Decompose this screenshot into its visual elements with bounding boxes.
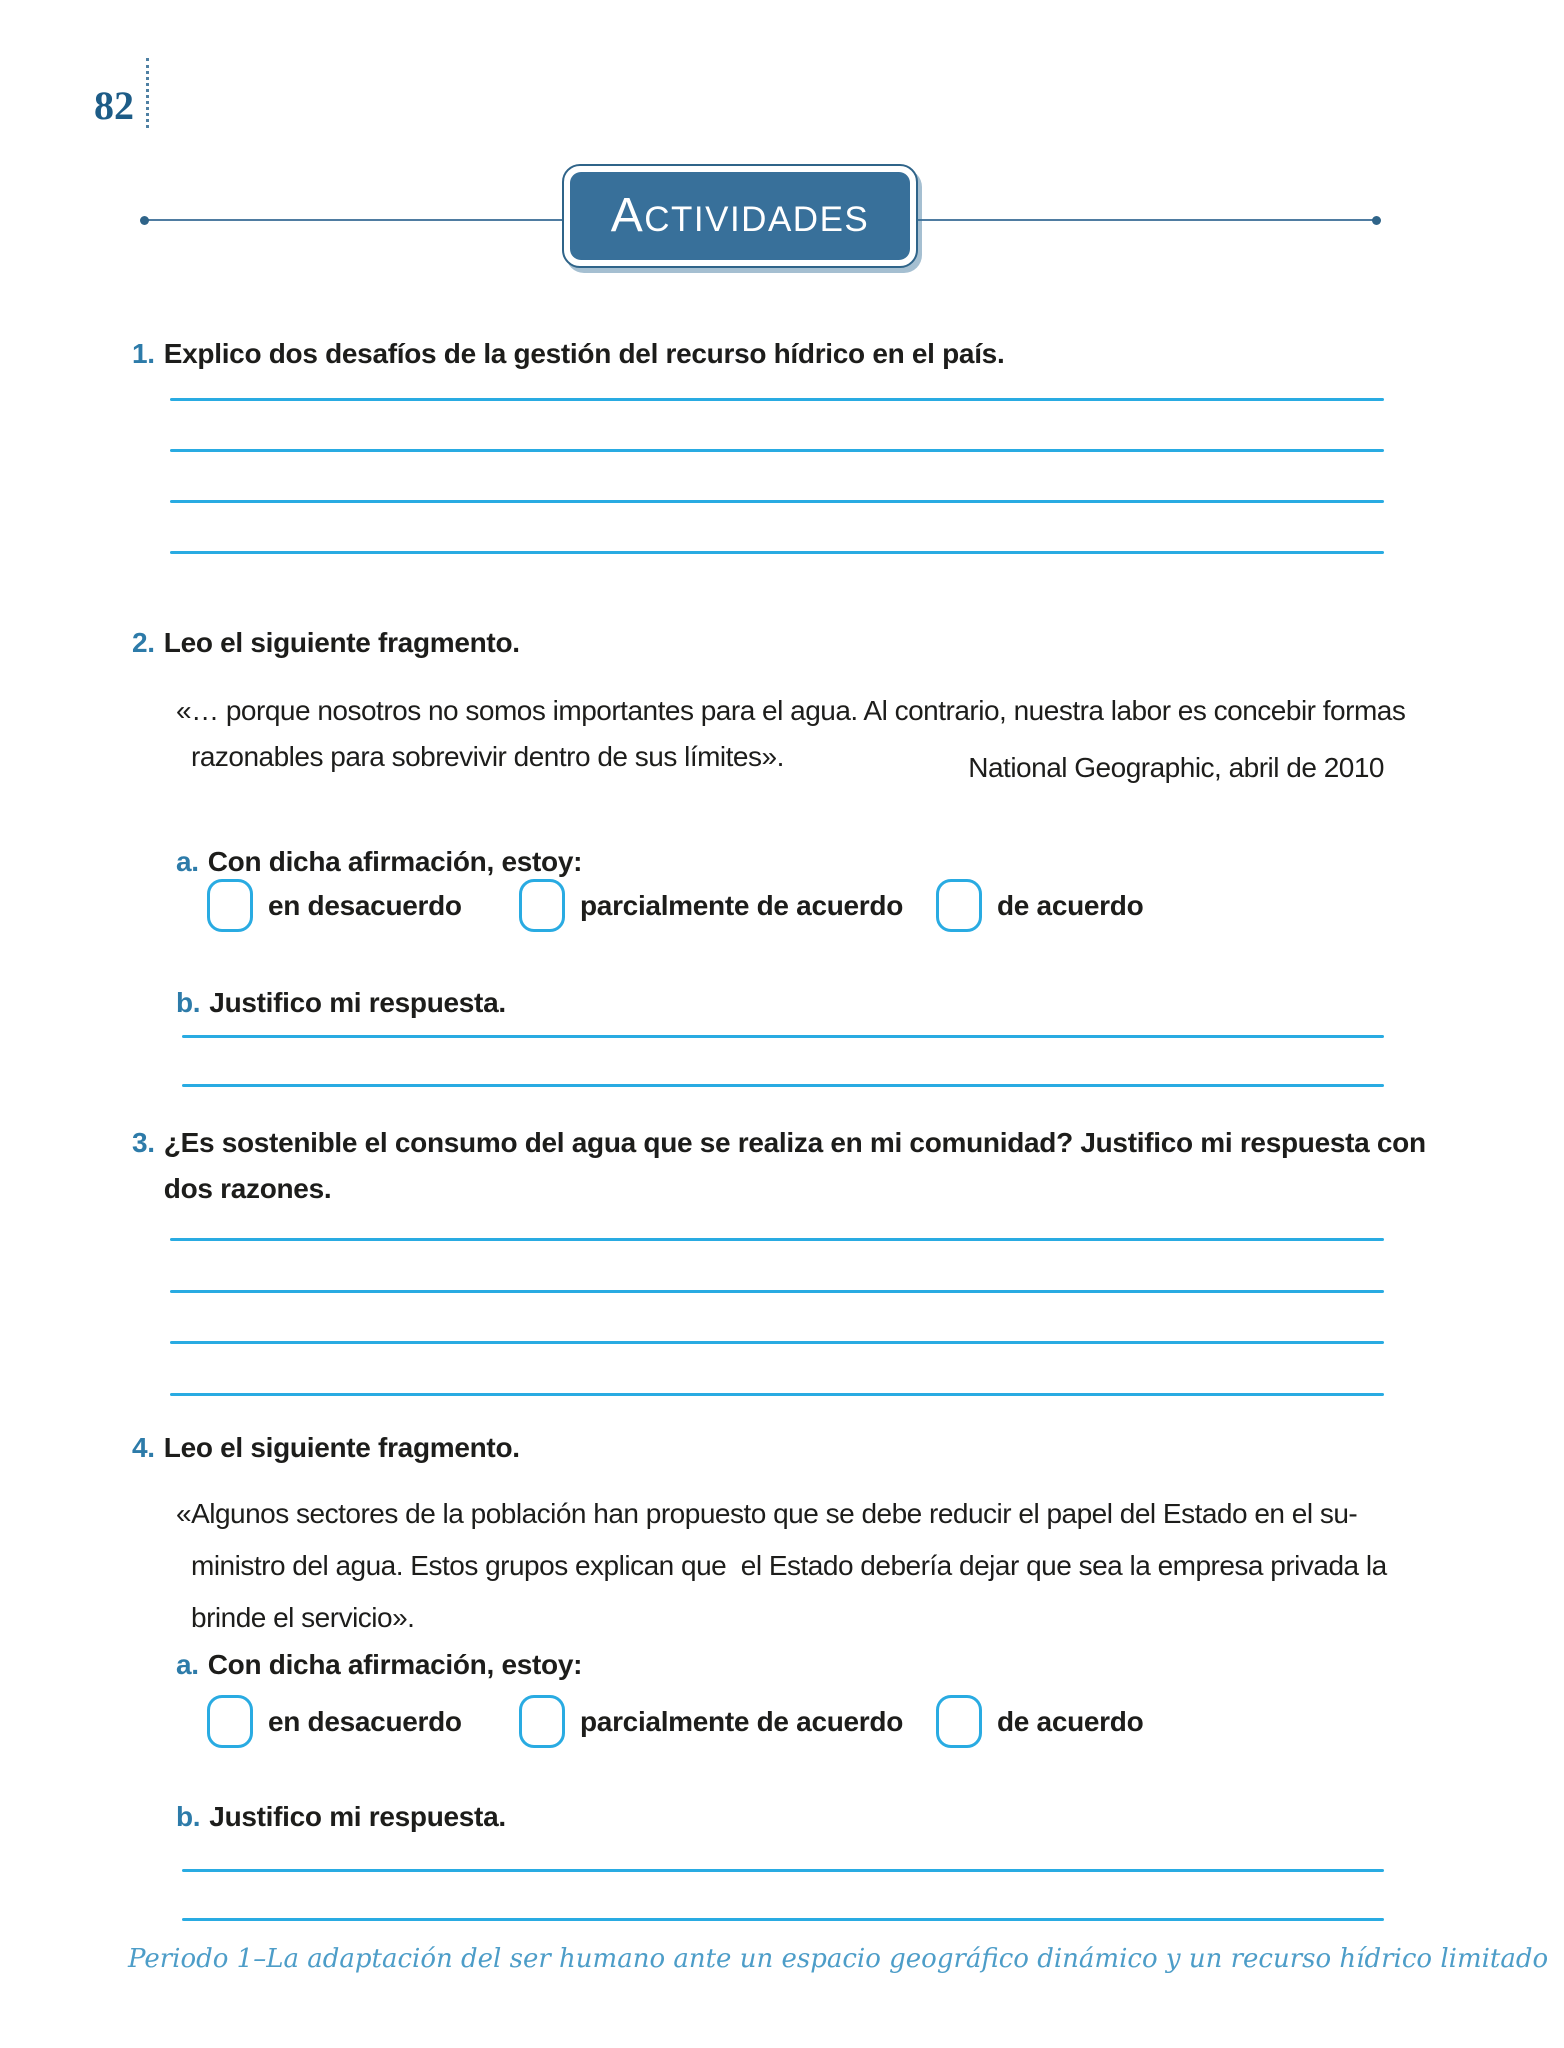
question-4 [132, 1425, 520, 1471]
question-2-part-a [176, 845, 582, 879]
page-number: 82 [94, 83, 134, 128]
quote-line: ministro del agua. Estos grupos explican que el Estado debería dejar que sea la empresa privada la [191, 1550, 1387, 1581]
option-en-desacuerdo [207, 1695, 462, 1748]
option-label: de acuerdo [997, 889, 1144, 921]
checkbox-en-desacuerdo[interactable] [207, 879, 253, 932]
question-3-number: 3. [132, 1127, 155, 1158]
part-b-letter: b. [176, 1801, 201, 1832]
activities-title-box [562, 164, 918, 268]
answer-line[interactable] [170, 1238, 1384, 1241]
question-4-quote [176, 1488, 1387, 1644]
checkbox-en-desacuerdo[interactable] [207, 1695, 253, 1748]
checkbox-de-acuerdo[interactable] [936, 879, 982, 932]
checkbox-de-acuerdo[interactable] [936, 1695, 982, 1748]
page-title-rest: CTIVIDADES [644, 200, 870, 239]
option-label: parcialmente de acuerdo [580, 1705, 904, 1737]
header-rule-right-dot-icon [1372, 216, 1381, 225]
question-2-text: Leo el siguiente fragmento. [163, 627, 520, 658]
part-a-letter: a. [176, 846, 199, 877]
option-label: en desacuerdo [268, 889, 462, 921]
question-4-text: Leo el siguiente fragmento. [163, 1432, 520, 1463]
part-a-text: Con dicha afirmación, estoy: [207, 1649, 583, 1680]
part-b-text: Justifico mi respuesta. [209, 987, 506, 1018]
question-2-part-b [176, 986, 506, 1020]
option-de-acuerdo [936, 1695, 1143, 1748]
answer-line[interactable] [170, 500, 1384, 503]
question-1-number: 1. [132, 338, 155, 369]
answer-line[interactable] [170, 1393, 1384, 1396]
question-2 [132, 620, 520, 666]
option-parcialmente-de-acuerdo [519, 1695, 903, 1748]
part-a-letter: a. [176, 1649, 199, 1680]
question-3 [132, 1120, 1426, 1212]
quote-line: «… porque nosotros no somos importantes para el agua. Al contrario, nuestra labor es concebir formas [176, 695, 1406, 726]
answer-line[interactable] [170, 1290, 1384, 1293]
option-label: en desacuerdo [268, 1705, 462, 1737]
answer-line[interactable] [182, 1918, 1384, 1921]
question-3-text-line: dos razones. [163, 1173, 332, 1204]
option-de-acuerdo [936, 879, 1143, 932]
question-4-number: 4. [132, 1432, 155, 1463]
quote-line: brinde el servicio». [191, 1602, 415, 1633]
answer-line[interactable] [182, 1869, 1384, 1872]
question-1 [132, 331, 1004, 377]
header-rule-left-dot-icon [140, 216, 149, 225]
question-4-part-b [176, 1800, 506, 1834]
page-number-dotted-rule [146, 58, 149, 128]
answer-line[interactable] [170, 1341, 1384, 1344]
question-1-text: Explico dos desafíos de la gestión del recurso hídrico en el país. [163, 338, 1005, 369]
footer-period-title: Periodo 1–La adaptación del ser humano ante un espacio geográfico dinámico y un recurso hídrico limitado [128, 1944, 1549, 1974]
checkbox-parcialmente-de-acuerdo[interactable] [519, 879, 565, 932]
part-b-text: Justifico mi respuesta. [209, 1801, 506, 1832]
checkbox-parcialmente-de-acuerdo[interactable] [519, 1695, 565, 1748]
activities-title-box-inner [570, 172, 910, 260]
part-a-text: Con dicha afirmación, estoy: [207, 846, 583, 877]
question-2-number: 2. [132, 627, 155, 658]
page-title [610, 189, 870, 242]
quote-line: razonables para sobrevivir dentro de sus límites». [191, 741, 784, 772]
answer-line[interactable] [170, 551, 1384, 554]
option-label: de acuerdo [997, 1705, 1144, 1737]
page-title-initial: A [610, 189, 645, 242]
answer-line[interactable] [170, 398, 1384, 401]
answer-line[interactable] [182, 1035, 1384, 1038]
question-3-text [164, 1120, 1426, 1212]
part-b-letter: b. [176, 987, 201, 1018]
answer-line[interactable] [170, 449, 1384, 452]
option-en-desacuerdo [207, 879, 462, 932]
question-4-part-a [176, 1648, 582, 1682]
answer-line[interactable] [182, 1084, 1384, 1087]
option-label: parcialmente de acuerdo [580, 889, 904, 921]
option-parcialmente-de-acuerdo [519, 879, 903, 932]
question-3-text-line: ¿Es sostenible el consumo del agua que se realiza en mi comunidad? Justifico mi respuesta con [163, 1127, 1426, 1158]
question-2-attribution: National Geographic, abril de 2010 [968, 752, 1384, 783]
quote-line: «Algunos sectores de la población han propuesto que se debe reducir el papel del Estado en el su- [176, 1498, 1358, 1529]
